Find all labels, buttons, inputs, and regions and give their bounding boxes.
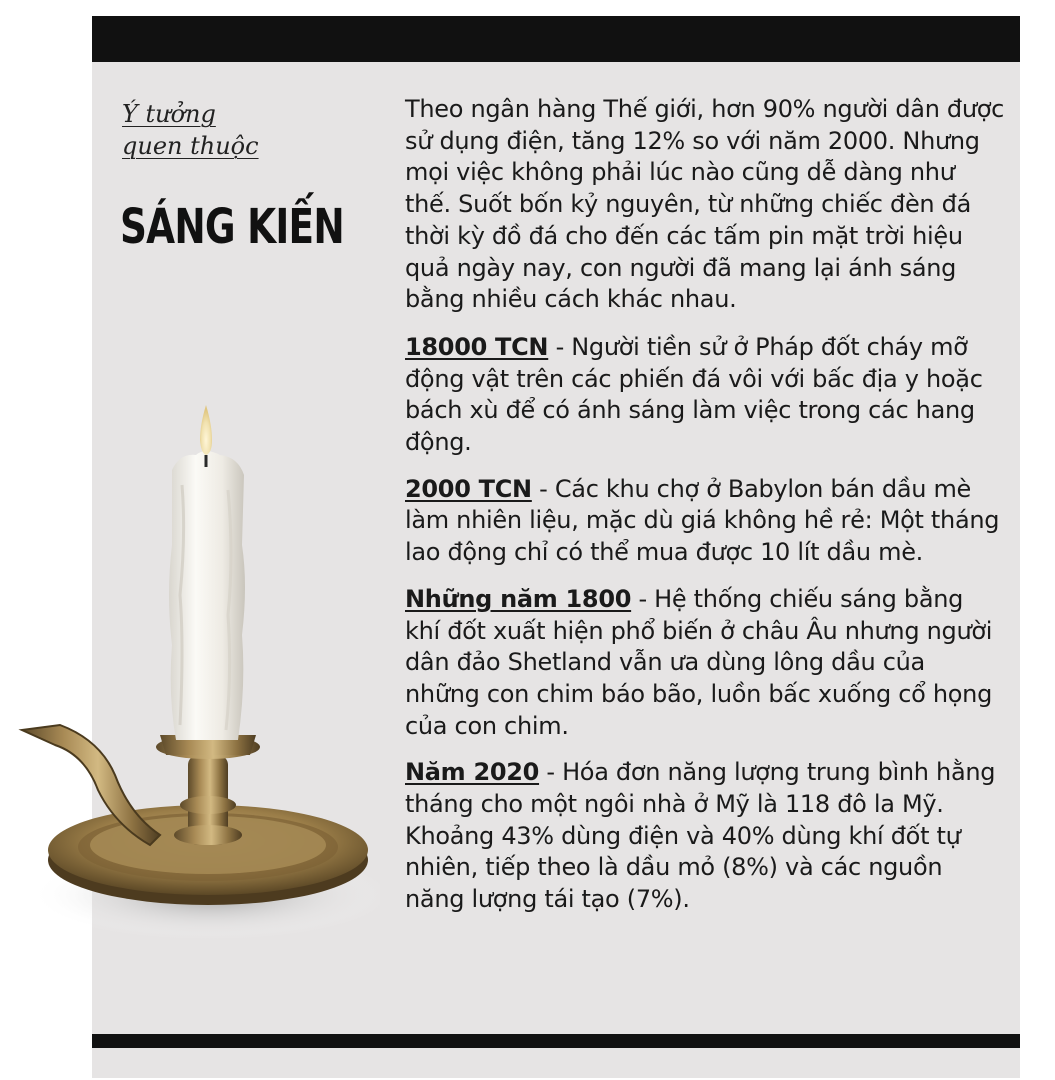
page-title: SÁNG KIẾN [120, 199, 344, 255]
intro-paragraph: Theo ngân hàng Thế giới, hơn 90% người dân được sử dụng điện, tăng 12% so với năm 2000. Nhưng mọi việc không phải lúc nào cũng dễ dàng như thế. Suốt bốn kỷ nguyên, từ những chiếc đèn đá thời kỳ đồ đá cho đến các tấm pin mặt trời hiệu quả ngày nay, con người đã mang lại ánh sáng bằng nhiều cách khác nhau. [405, 95, 1005, 314]
timeline-date: 18000 TCN [405, 332, 549, 361]
timeline-item [405, 757, 1005, 916]
timeline-date: Năm 2020 [405, 758, 540, 787]
timeline-text: - Người tiền sử ở Pháp đốt cháy mỡ động vật trên các phiến đá vôi với bấc địa y hoặc bách xù để có ánh sáng làm việc trong các hang động. [405, 332, 983, 457]
timeline-item [405, 584, 1005, 743]
bottom-bar [92, 1034, 1020, 1048]
timeline-text: - Hệ thống chiếu sáng bằng khí đốt xuất hiện phổ biến ở châu Âu nhưng người dân đảo Shetland vẫn ưa dùng lông dầu của những con chim báo bão, luồn bấc xuống cổ họng của con chim. [405, 584, 993, 740]
timeline-item [405, 474, 1005, 569]
kicker-line-1: Ý tưởng [122, 100, 216, 128]
kicker-line-2: quen thuộc [122, 132, 259, 160]
candle-holder-icon [0, 395, 380, 955]
timeline-text: - Hóa đơn năng lượng trung bình hằng tháng cho một ngôi nhà ở Mỹ là 118 đô la Mỹ. Khoảng 43% dùng điện và 40% dùng khí đốt tự nhiên, tiếp theo là dầu mỏ (8%) và các nguồn năng lượng tái tạo (7%). [405, 758, 996, 914]
timeline-date: Những năm 1800 [405, 584, 632, 613]
timeline-text: - Các khu chợ ở Babylon bán dầu mè làm nhiên liệu, mặc dù giá không hề rẻ: Một tháng lao động chỉ có thể mua được 10 lít dầu mè. [405, 474, 1000, 567]
timeline-date: 2000 TCN [405, 474, 532, 503]
kicker [122, 98, 322, 162]
top-bar [92, 16, 1020, 62]
timeline-item [405, 332, 1005, 459]
article-body [405, 94, 1005, 931]
